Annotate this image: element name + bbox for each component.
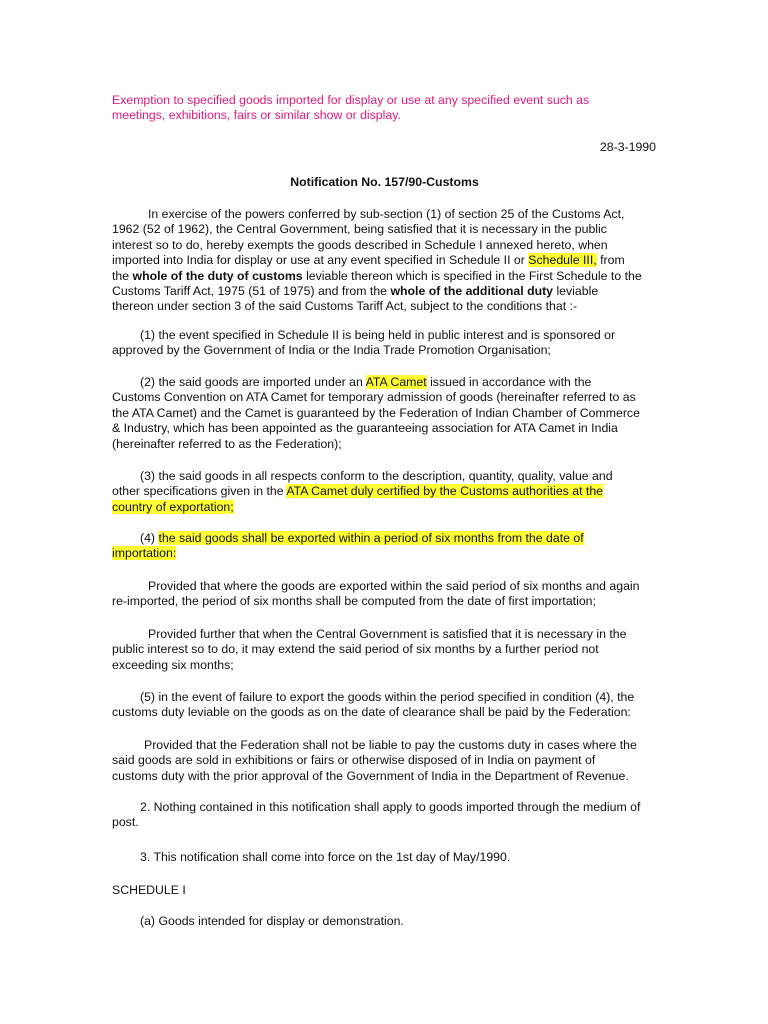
bold-text: whole of the additional duty: [390, 284, 554, 299]
text-line: (hereinafter referred to as the Federation);: [112, 436, 342, 451]
text-line: thereon under section 3 of the said Customs Tariff Act, subject to the conditions that :-: [112, 299, 578, 314]
condition-1: [112, 328, 657, 359]
text-line: customs duty with the prior approval of the Government of India in the Department of Revenue.: [112, 768, 629, 783]
proviso-3: [112, 738, 657, 784]
text-line: (a) Goods intended for display or demonstration.: [140, 914, 404, 928]
text-line: Customs Convention on ATA Camet for temporary admission of goods (hereinafter referred to as: [112, 390, 636, 405]
text-line: from: [600, 253, 625, 268]
text-line: Provided that where the goods are exported within the said period of six months and again: [148, 579, 640, 593]
highlighted-text: Schedule III,: [528, 253, 597, 268]
text-line: imported into India for display or use at any event specified in Schedule II or: [112, 253, 525, 268]
heading-line: Exemption to specified goods imported for display or use at any specified event such as: [112, 93, 590, 107]
preamble-paragraph: [112, 207, 657, 315]
text-line: Provided further that when the Central Government is satisfied that it is necessary in the: [148, 627, 627, 641]
text-line: (1) the event specified in Schedule II is being held in public interest and is sponsored or: [140, 328, 616, 342]
text-line: the: [112, 268, 130, 283]
text-line: 2. Nothing contained in this notification shall apply to goods imported through the medium of: [140, 800, 641, 814]
text-line: 1962 (52 of 1962), the Central Government, being satisfied that it is necessary in the public: [112, 222, 607, 237]
paragraph-2: [112, 800, 657, 831]
text-line: 3. This notification shall come into force on the 1st day of May/1990.: [140, 850, 511, 864]
text-line: other specifications given in the: [112, 484, 284, 499]
heading-line: meetings, exhibitions, fairs or similar show or display.: [112, 108, 401, 123]
text-line: exceeding six months;: [112, 657, 234, 672]
text-line: re-imported, the period of six months shall be computed from the date of first importation;: [112, 594, 596, 609]
notification-date: 28-3-1990: [599, 140, 656, 154]
text-line: Provided that the Federation shall not be liable to pay the customs duty in cases where the: [144, 738, 637, 752]
text-line: interest so to do, hereby exempts the goods described in Schedule I annexed hereto, when: [112, 237, 608, 252]
text-line: & Industry, which has been appointed as the guaranteeing association for ATA Camet in India: [112, 421, 618, 436]
highlighted-text: the said goods shall be exported within a period of six months from the date of: [158, 531, 584, 545]
condition-3: [112, 469, 657, 515]
highlighted-text: ATA Camet duly certified by the Customs authorities at the: [286, 484, 604, 499]
paragraph-3: [112, 850, 657, 865]
highlighted-text: country of exportation;: [112, 499, 234, 514]
text-line: (5) in the event of failure to export the goods within the period specified in condition (4), the: [140, 690, 635, 704]
text-line: In exercise of the powers conferred by sub-section (1) of section 25 of the Customs Act,: [148, 207, 625, 221]
text-line: public interest so to do, it may extend the said period of six months by a further period not: [112, 642, 599, 657]
text-line: issued in accordance with the: [430, 375, 592, 389]
text-line: leviable thereon which is specified in the First Schedule to the: [306, 268, 642, 283]
proviso-2: [112, 627, 657, 673]
text-line: customs duty leviable on the goods as on the date of clearance shall be paid by the Federation:: [112, 705, 631, 720]
proviso-1: [112, 579, 657, 610]
exemption-heading: [112, 93, 657, 124]
schedule-heading: SCHEDULE I: [112, 883, 186, 897]
condition-4: [112, 531, 657, 562]
text-line: leviable: [556, 284, 599, 299]
schedule-item-a: [112, 914, 657, 929]
highlighted-text: importation:: [112, 546, 177, 561]
text-line: Customs Tariff Act, 1975 (51 of 1975) and from the: [112, 284, 388, 299]
condition-2: [112, 375, 657, 452]
text-line: (4): [140, 531, 156, 545]
text-line: said goods are sold in exhibitions or fairs or otherwise disposed of in India on payment of: [112, 753, 596, 768]
bold-text: whole of the duty of customs: [132, 268, 303, 283]
text-line: the ATA Camet) and the Camet is guaranteed by the Federation of Indian Chamber of Commerce: [112, 405, 640, 420]
text-line: approved by the Government of India or the India Trade Promotion Organisation;: [112, 343, 551, 358]
text-line: post.: [112, 815, 139, 830]
text-line: (3) the said goods in all respects conform to the description, quantity, quality, value and: [140, 469, 613, 483]
notification-title: Notification No. 157/90-Customs: [290, 175, 479, 189]
text-line: (2) the said goods are imported under an: [140, 375, 363, 389]
condition-5: [112, 690, 657, 721]
highlighted-text: ATA Camet: [365, 375, 427, 389]
